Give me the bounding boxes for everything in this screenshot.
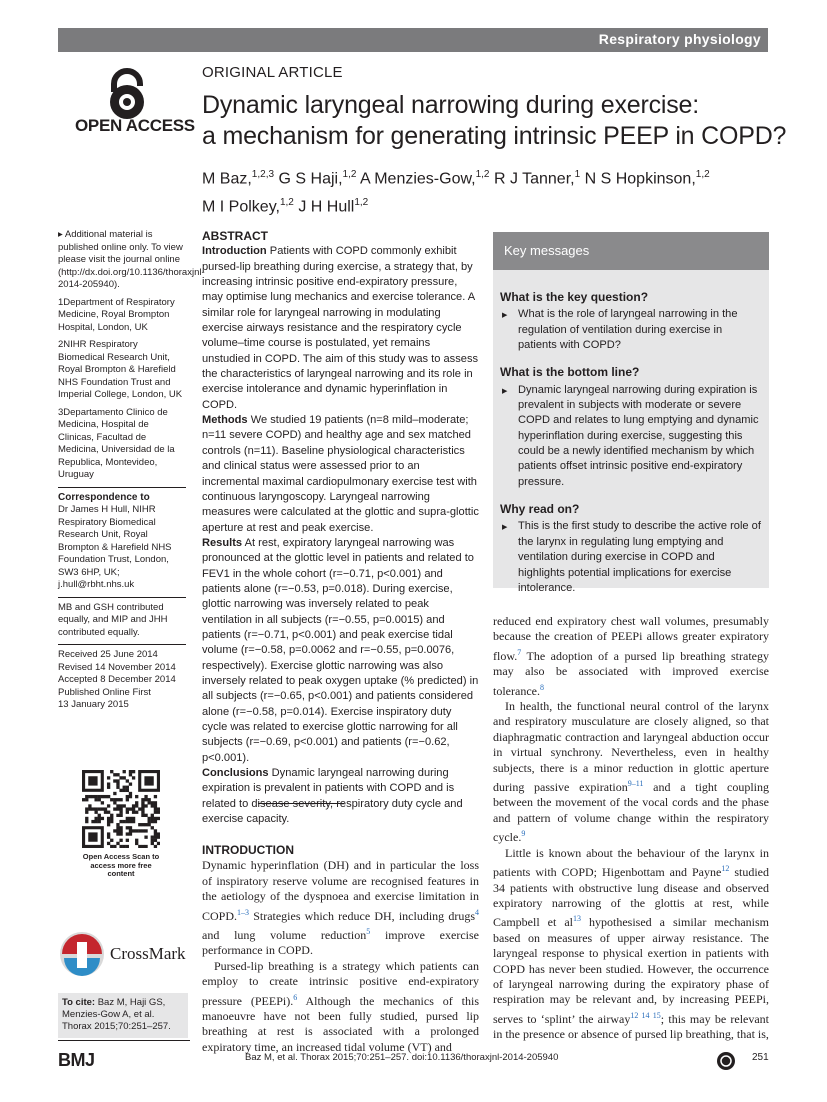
body-paragraph-2: In health, the functional neural control of the larynx and respiratory musculature are closely aligned, so that diaphragmatic contraction and laryngeal abduction occur in virtual synchrony. Nevertheless, even in healthy subjects, there is a minor reduction in glottic aperture during passive expiration$^{9-11}$ and a tight coupling between the movement of the vocal cords and the phase and pattern of volume change within the respiratory cycle.$^9$	[493, 699, 769, 845]
intro-paragraph-1: Dynamic hyperinflation (DH) and in particular the loss of inspiratory reserve volume are recognised features in the aetiology of the dyspnoea and exercise limitation in COPD.$^{1-3}$ Strategies which reduce DH, including drugs$^4$ and lung volume reduction$^5$ improve exercise performance in COPD.	[202, 858, 479, 958]
intro-text: Patients with COPD commonly exhibit pursed-lip breathing during exercise, a strategy that, by increasing intrinsic positive end-expiratory pressure, may optimise lung mechanics and exercise tolerance. A similar role for laryngeal narrowing in modulating exercise airways resistance and the respiratory cycle volume–time course is postulated, yet remains unstudied in COPD. The aim of this study was to assess the characteristics of laryngeal narrowing and its role in exercise intolerance and dynamic hyperinflation in COPD.	[202, 245, 479, 411]
body-paragraph-3: Little is known about the behaviour of the larynx in patients with COPD; Higenbottam and Payne$^{12}$ studied 34 patients with obstructive lung disease and observed expiratory narrowing of the glottis at rest, while Campbell et al$^{13}$ hypothesised a similar mechanism based on measures of upper airway resistance. The laryngeal response to physical exertion in patients with COPD has never been studied. However, the occurrence of laryngeal narrowing during the expiratory phase of respiration may be relevant and, by increasing PEEPi, serves to ‘splint’ the airway$^{12 14 15}$; this may be relevant in the presence or absence of pursed lip breathing, that is,	[493, 845, 770, 1042]
author-name: N S Hopkinson,	[584, 170, 696, 188]
qr-code[interactable]	[82, 770, 160, 848]
author-affiliation-marker: 1,2	[695, 169, 710, 180]
publisher-seal-icon	[716, 1051, 736, 1071]
body-paragraph-1: reduced end expiratory chest wall volumes, presumably because the creation of PEEPi allows greater expiratory flow.$^7$ The adoption of a pursed lip breathing strategy may also be associated with improved exercise tolerance.$^8$	[493, 614, 769, 698]
published-label: Published Online First	[58, 686, 151, 698]
reference-link[interactable]: 6	[293, 992, 298, 1002]
equal-contribution-note: MB and GSH contributed equally, and MIP and JHH contributed equally.	[58, 601, 168, 638]
affiliation-3: 3Departamento Clinico de Medicina, Hospital de Clinicas, Facultad de Medicina, Universidad de la Republica, Montevideo, Uruguay	[58, 406, 175, 480]
qr-caption: Open Access Scan to access more free content	[82, 852, 160, 878]
reference-link[interactable]: 9–11	[627, 779, 644, 789]
author-line-2	[202, 191, 762, 219]
author-affiliation-marker: 1,2,3	[251, 169, 275, 180]
cite-label: To cite:	[62, 997, 96, 1008]
reference-link[interactable]: 9	[521, 829, 526, 839]
reference-link[interactable]: 7	[517, 647, 522, 657]
reference-link[interactable]: 5	[366, 926, 371, 936]
divider	[58, 1040, 190, 1041]
author-affiliation-marker: 1,2	[279, 197, 294, 209]
key-question-3: Why read on?	[500, 502, 580, 517]
correspondence-heading: Correspondence to	[58, 491, 150, 503]
reference-link[interactable]: 4	[475, 907, 479, 917]
sidebar	[58, 229, 205, 712]
crossmark-label: CrossMark	[110, 944, 186, 963]
footer-citation: Baz M, et al. Thorax 2015;70:251–257. doi:10.1136/thoraxjnl-2014-205940	[245, 1052, 559, 1063]
key-messages-content	[500, 290, 762, 608]
author-name: R J Tanner,	[493, 170, 575, 188]
body-right-column	[493, 614, 769, 1043]
title-line-2: a mechanism for generating intrinsic PEEP in COPD?	[202, 122, 787, 150]
reference-link[interactable]: 12	[721, 864, 730, 874]
reference-link[interactable]: 12 14 15	[630, 1010, 661, 1020]
article-title	[202, 90, 802, 152]
crossmark-badge[interactable]	[58, 926, 190, 982]
open-access-label: OPEN ACCESS	[75, 116, 195, 135]
author-name: M Baz,	[202, 170, 252, 188]
results-text: At rest, expiratory laryngeal narrowing was pronounced at the glottic level in patients and related to FEV1 in the whole cohort (r=−0.71, p<0.001) and patients alone (r=−0.53, p=0.018). During exercise, glottic narrowing was inversely related to peak ventilation in all subjects (r=−0.55, p=0.0015) and patients (r=−0.71, p<0.001) and peak exercise tidal volume (r=−0.58, p=0.0062 and r=−0.55, p=0.0076, respectively). Exercise glottic narrowing was also inversely related to peak oxygen uptake (% predicted) in all subjects (r=−0.65, p<0.001) and patients considered alone (r=−0.58, p=0.014). Exercise inspiratory duty cycle was related to exercise glottic narrowing for all subjects (r=−0.69, p<0.001) and patients (r=−0.62, p<0.001).	[202, 536, 479, 764]
introduction-heading: INTRODUCTION	[202, 843, 294, 857]
divider	[58, 597, 186, 598]
affiliation-1: 1Department of Respiratory Medicine, Royal Brompton Hospital, London, UK	[58, 296, 175, 333]
cite-text: Baz M, Haji GS, Menzies-Gow A, et al. Thorax 2015;70:251–257.	[62, 997, 171, 1032]
methods-label: Methods	[202, 414, 248, 427]
key-answer-1: ▶ What is the role of laryngeal narrowing in the regulation of ventilation during exercise in patients with COPD?	[500, 307, 762, 353]
author-list	[202, 163, 762, 220]
additional-material-note: ▸ Additional material is published online only. To view please visit the journal online (http://dx.doi.org/10.1136/thoraxjnl-2014-205940).	[58, 229, 205, 290]
revised-date: Revised 14 November 2014	[58, 661, 176, 673]
abstract-results	[202, 536, 479, 766]
intro-label: Introduction	[202, 245, 267, 258]
author-affiliation-marker: 1,2	[354, 197, 369, 209]
correspondence-text: Dr James H Hull, NIHR Respiratory Biomedical Research Unit, Royal Brompton & Harefield NHS Foundation Trust, London, SW3 6HP, UK; j.hull@rbht.nhs.uk	[58, 504, 172, 590]
published-date: 13 January 2015	[58, 699, 129, 710]
abstract-methods	[202, 413, 479, 536]
divider	[258, 803, 344, 804]
divider	[58, 487, 186, 488]
abstract-conclusions	[202, 766, 479, 827]
author-affiliation-marker: 1,2	[475, 169, 490, 180]
abstract-introduction	[202, 244, 479, 413]
intro-paragraph-2: Pursed-lip breathing is a strategy which patients can employ to create intrinsic positive end-expiratory pressure (PEEPi).$^6$ Although the mechanics of this manoeuvre have not been fully studied, pursed lip breathing at rest is associated with a prolonged expiratory time, an increased tidal volume (VT) and	[202, 958, 479, 1054]
divider	[58, 644, 186, 645]
reference-link[interactable]: 13	[573, 914, 581, 924]
abstract-heading: ABSTRACT	[202, 229, 268, 243]
accepted-date: Accepted 8 December 2014	[58, 674, 176, 685]
author-name: A Menzies-Gow,	[359, 170, 476, 188]
bmj-logo: BMJ	[58, 1050, 95, 1070]
reference-link[interactable]: 1–3	[237, 907, 250, 917]
conclusions-text: Dynamic laryngeal narrowing during expiration is prevalent in patients with COPD and is related to disease severity, respiratory duty cycle and exercise capacity.	[202, 767, 463, 826]
author-affiliation-marker: 1	[574, 169, 581, 180]
key-question-2: What is the bottom line?	[500, 365, 640, 380]
key-answer-2: ▶ Dynamic laryngeal narrowing during expiration is prevalent in subjects with moderate or severe COPD and relates to lung emptying and dynamic hyperinflation during exercise, suggesting this could be a newly identified mechanism by which patients offset intrinsic positive end-expiratory pressure.	[500, 383, 762, 490]
section-header-bar	[58, 28, 768, 52]
author-line-1	[202, 163, 762, 191]
citation-box	[58, 993, 188, 1038]
key-messages-heading: Key messages	[504, 243, 590, 258]
title-line-1: Dynamic laryngeal narrowing during exercise:	[202, 91, 699, 119]
article-type: ORIGINAL ARTICLE	[202, 64, 343, 81]
methods-text: We studied 19 patients (n=8 mild–moderate; n=11 severe COPD) and healthy age and sex matched controls (n=11). Baseline physiological characteristics and clinical status were assessed prior to an incremental maximal cardiopulmonary exercise test with continuous laryngoscopy. Laryngeal narrowing measures were calculated at the glottic and supra-glottic aperture at rest and peak exercise.	[202, 414, 479, 534]
author-name: G S Haji,	[278, 170, 343, 188]
author-name: J H Hull	[298, 198, 355, 216]
author-affiliation-marker: 1,2	[342, 169, 357, 180]
key-question-1: What is the key question?	[500, 290, 649, 304]
affiliation-2: 2NIHR Respiratory Biomedical Research Unit, Royal Brompton & Harefield NHS Foundation Trust and Imperial College, London, UK	[58, 339, 183, 400]
reference-link[interactable]: 8	[539, 682, 544, 692]
key-answer-3: ▶ This is the first study to describe the active role of the larynx in regulating lung emptying and ventilation during exercise in COPD and highlights potential implications for exercise intolerance.	[500, 519, 762, 596]
crossmark-icon	[58, 928, 106, 980]
conclusions-label: Conclusions	[202, 767, 269, 780]
author-name: M I Polkey,	[202, 198, 280, 216]
received-date: Received 25 June 2014	[58, 649, 158, 660]
page-number: 251	[752, 1052, 769, 1063]
results-label: Results	[202, 536, 243, 549]
abstract	[202, 229, 479, 827]
key-messages-header	[493, 232, 769, 270]
introduction-section	[202, 843, 479, 1055]
section-tag: Respiratory physiology	[598, 31, 761, 47]
